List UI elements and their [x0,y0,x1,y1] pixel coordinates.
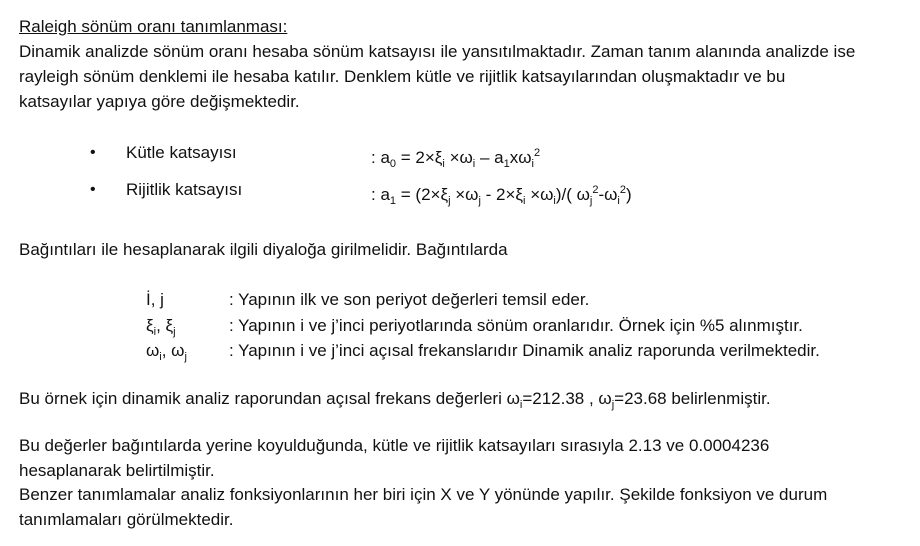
definition-symbol-xi: $\xi_i$, $\xi_j$ [146,316,176,338]
bullet-icon: • [90,181,96,198]
intro-line-1: Dinamik analizde sönüm oranı hesaba sönüm katsayısı ile yansıtılmaktadır. Zaman tanım alanında analizde ise [19,42,856,61]
bullet-label-stiffness: Rijitlik katsayısı [126,180,243,199]
relations-line: Bağıntıları ile hesaplanarak ilgili diyaloğa girilmelidir. Bağıntılarda [19,240,508,259]
formula-a1: : $a_1 = (2\times\xi_j \times\omega_j - 2\times\xi_i \times\omega_i)/$( $\omega_j^2-\omega_i^2$) [371,184,632,207]
definition-symbol-omega: $\omega_i$, $\omega_j$ [146,341,187,363]
closing-line-1: Bu değerler bağıntılarda yerine koyulduğunda, kütle ve rijitlik katsayıları sırasıyla 2.13 ve 0.0004236 [19,436,770,455]
section-title: Raleigh sönüm oranı tanımlanması: [19,17,288,36]
bullet-icon: • [90,144,96,161]
closing-line-4: tanımlamaları görülmektedir. [19,510,234,529]
definition-text-xi: : Yapının i ve j’inci periyotlarında sönüm oranlarıdır. Örnek için %5 alınmıştır. [229,316,803,335]
bullet-label-mass: Kütle katsayısı [126,143,237,162]
definition-symbol-ij: İ, j [146,290,164,309]
frequency-line: Bu örnek için dinamik analiz raporundan açısal frekans değerleri $\omega_i=212.38$ , $\omega_j=23.68$ belirlenmiştir. [19,389,771,411]
intro-line-3: katsayılar yapıya göre değişmektedir. [19,92,300,111]
closing-line-3: Benzer tanımlamalar analiz fonksiyonlarının her biri için X ve Y yönünde yapılır. Şekilde fonksiyon ve durum [19,485,828,504]
closing-line-2: hesaplanarak belirtilmiştir. [19,461,215,480]
intro-line-2: rayleigh sönüm denklemi ile hesaba katılır. Denklem kütle ve rijitlik katsayılarından oluşmaktadır ve bu [19,67,786,86]
formula-a0: : $a_0 = 2\times\xi_i \times\omega_i - a_1x\omega_i^2$ [371,147,541,170]
definition-text-ij: : Yapının ilk ve son periyot değerleri temsil eder. [229,290,590,309]
definition-text-omega: : Yapının i ve j’inci açısal frekanslarıdır Dinamik analiz raporunda verilmektedir. [229,341,820,360]
